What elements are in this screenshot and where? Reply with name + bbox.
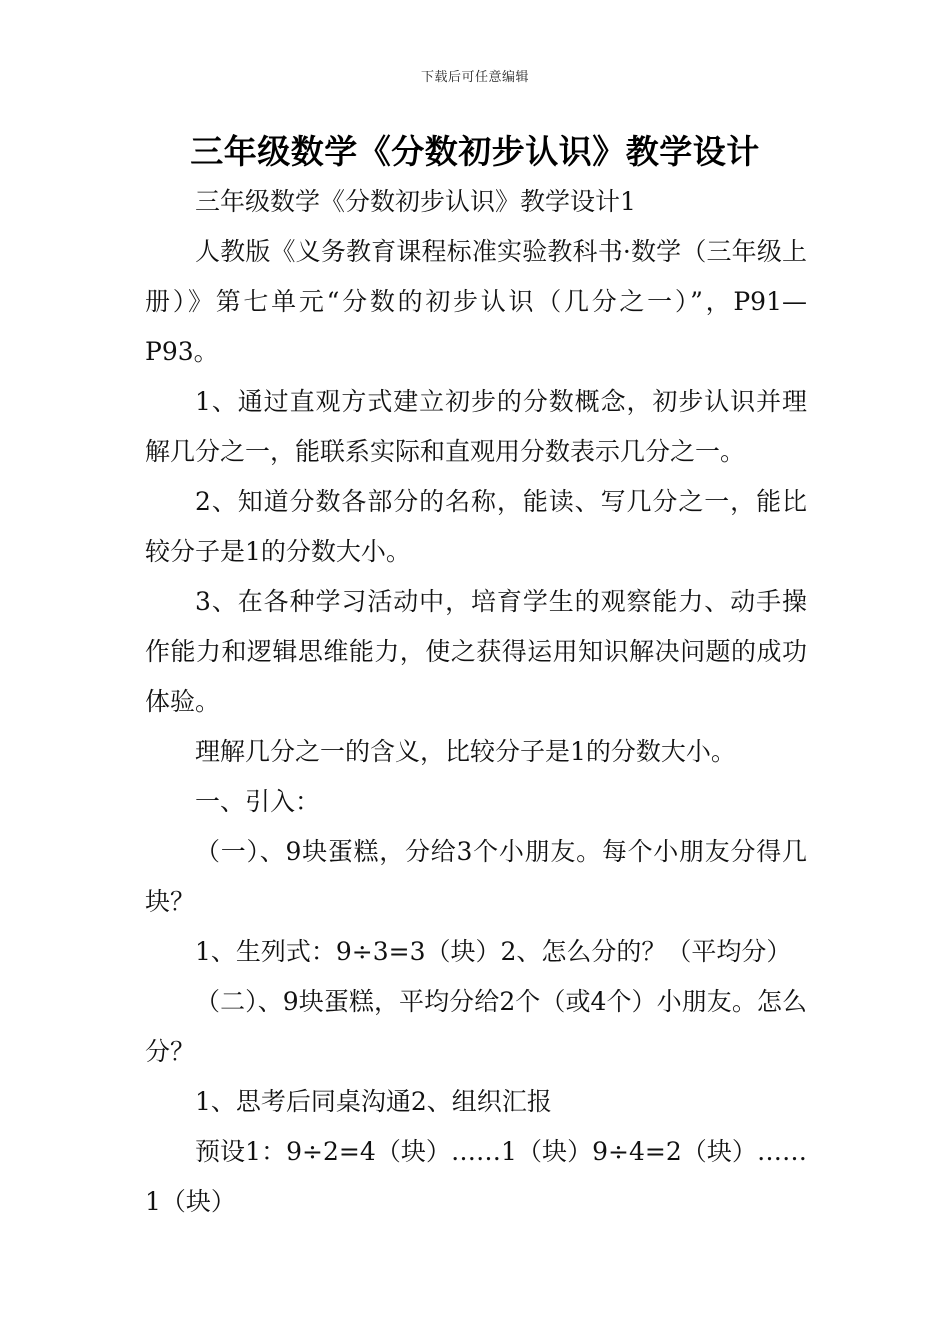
document-body (145, 177, 807, 1227)
paragraph-section-intro: 一、引入： (195, 787, 321, 816)
paragraph-step-2: 1、思考后同桌沟通2、组织汇报 (195, 1087, 552, 1116)
paragraph-textbook-reference: 人教版《义务教育课程标准实验教科书·数学（三年级上册）》第七单元“分数的初步认识（几分之一）”，P91—P93。 (145, 237, 807, 366)
paragraph-goal-2: 2、知道分数各部分的名称，能读、写几分之一，能比较分子是1的分数大小。 (145, 487, 807, 566)
paragraph-goal-3: 3、在各种学习活动中，培育学生的观察能力、动手操作能力和逻辑思维能力，使之获得运用知识解决问题的成功体验。 (145, 587, 807, 716)
page-header-note: 下载后可任意编辑 (420, 70, 529, 85)
paragraph-key-point: 理解几分之一的含义，比较分子是1的分数大小。 (195, 737, 736, 766)
document-title: 三年级数学《分数初步认识》教学设计 (190, 132, 760, 171)
paragraph-question-2: （二）、9块蛋糕，平均分给2个（或4个）小朋友。怎么分？ (145, 987, 807, 1066)
paragraph-goal-1: 1、通过直观方式建立初步的分数概念，初步认识并理解几分之一，能联系实际和直观用分数表示几分之一。 (145, 387, 807, 466)
paragraph-preset-1: 预设1：9÷2=4（块）……1（块）9÷4=2（块）……1（块） (145, 1137, 807, 1216)
paragraph-step-1: 1、生列式：9÷3=3（块）2、怎么分的？（平均分） (195, 937, 792, 966)
paragraph-subtitle: 三年级数学《分数初步认识》教学设计1 (195, 187, 636, 216)
paragraph-question-1: （一）、9块蛋糕，分给3个小朋友。每个小朋友分得几块？ (145, 837, 807, 916)
